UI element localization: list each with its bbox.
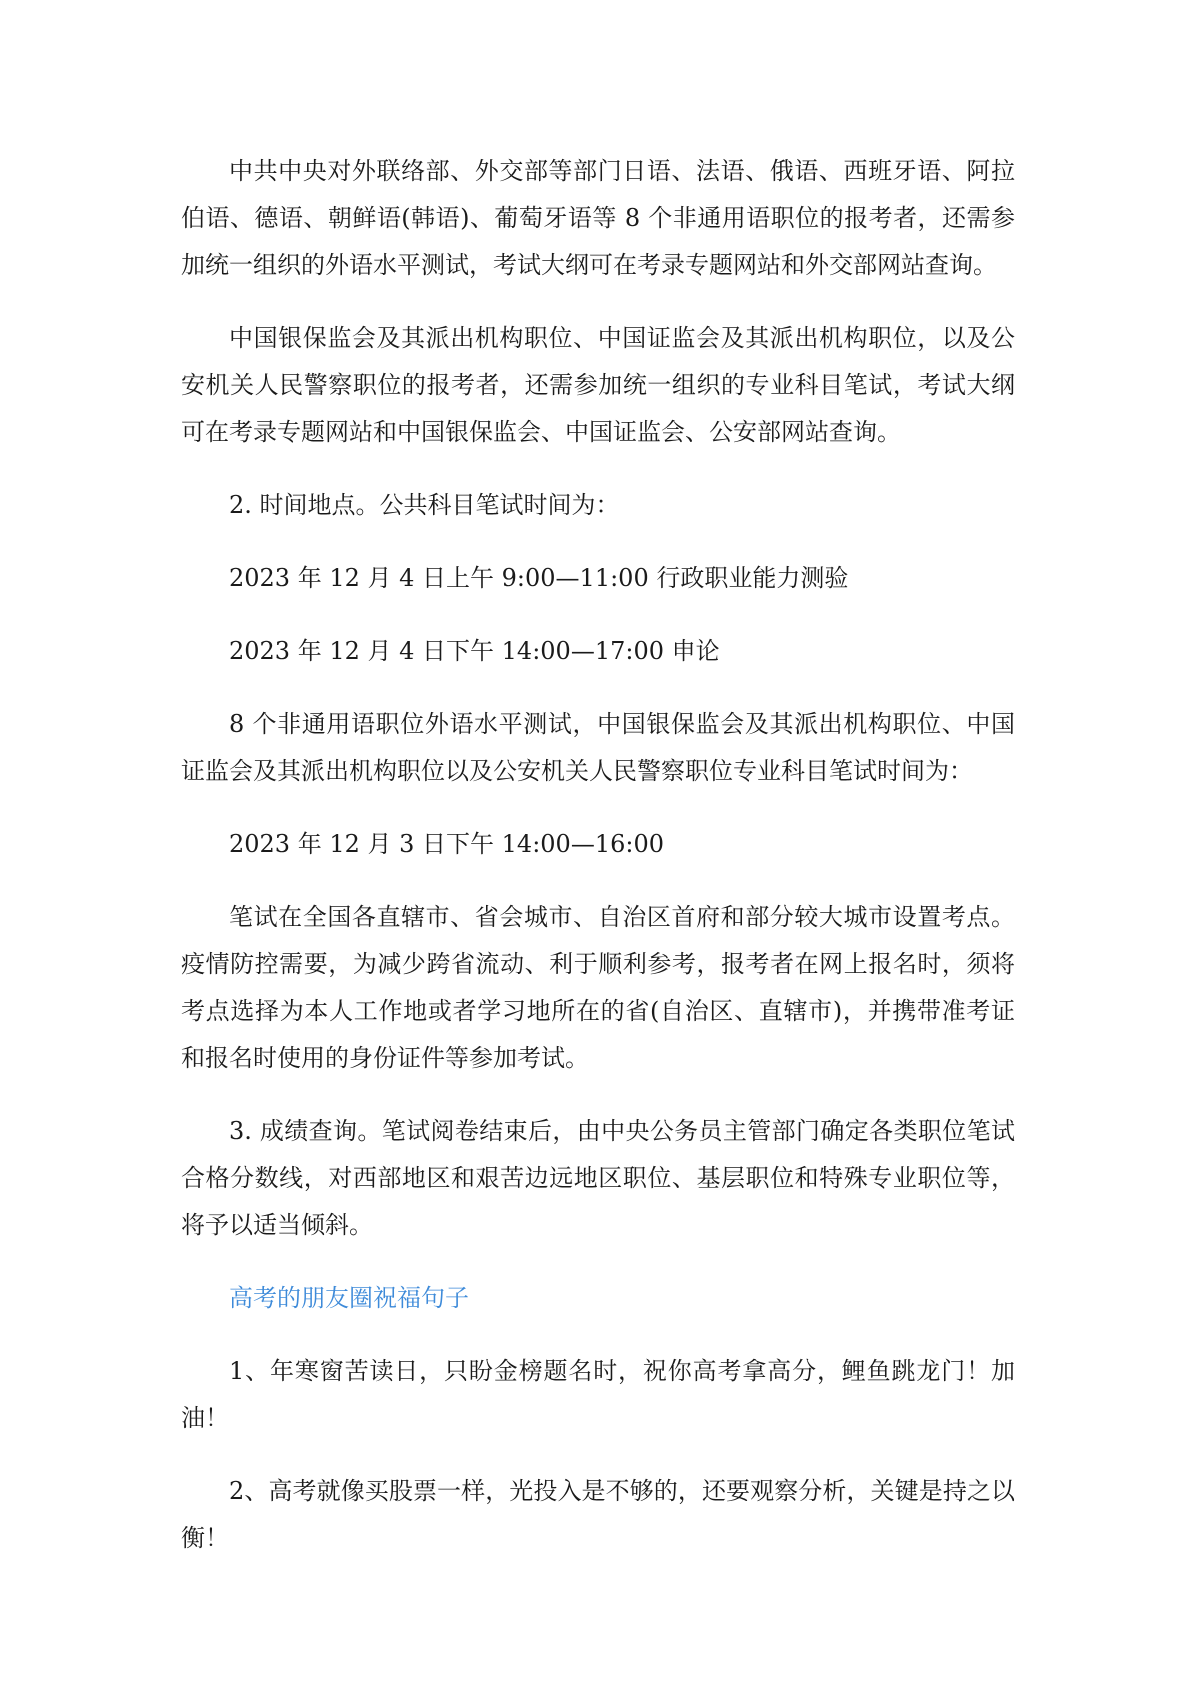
paragraph-score-query: 3. 成绩查询。笔试阅卷结束后，由中央公务员主管部门确定各类职位笔试合格分数线，对西部地区和艰苦边远地区职位、基层职位和特殊专业职位等，将予以适当倾斜。 — [181, 1117, 1015, 1239]
section-heading-link[interactable]: 高考的朋友圈祝福句子 — [229, 1284, 469, 1312]
paragraph-foreign-language-test: 中共中央对外联络部、外交部等部门日语、法语、俄语、西班牙语、阿拉伯语、德语、朝鲜语(韩语)、葡萄牙语等 8 个非通用语职位的报考者，还需参加统一组织的外语水平测试，考试大纲可在考录专题网站和外交部网站查询。 — [181, 157, 1015, 279]
paragraph-special-test-intro: 8 个非通用语职位外语水平测试，中国银保监会及其派出机构职位、中国证监会及其派出机构职位以及公安机关人民警察职位专业科目笔试时间为： — [181, 710, 1015, 785]
paragraph-schedule-morning: 2023 年 12 月 4 日上午 9:00—11:00 行政职业能力测验 — [229, 564, 849, 592]
paragraph-schedule-afternoon: 2023 年 12 月 4 日下午 14:00—17:00 申论 — [229, 637, 720, 665]
paragraph-exam-sites: 笔试在全国各直辖市、省会城市、自治区首府和部分较大城市设置考点。疫情防控需要，为减少跨省流动、利于顺利参考，报考者在网上报名时，须将考点选择为本人工作地或者学习地所在的省(自治区、直辖市)，并携带准考证和报名时使用的身份证件等参加考试。 — [181, 903, 1015, 1072]
wish-item: 2、高考就像买股票一样，光投入是不够的，还要观察分析，关键是持之以衡！ — [181, 1477, 1015, 1552]
wish-item: 1、年寒窗苦读日，只盼金榜题名时，祝你高考拿高分，鲤鱼跳龙门！加油！ — [181, 1357, 1015, 1432]
paragraph-special-test-time: 2023 年 12 月 3 日下午 14:00—16:00 — [229, 830, 664, 858]
document-body — [181, 148, 1015, 1588]
paragraph-time-location: 2. 时间地点。公共科目笔试时间为： — [229, 491, 620, 519]
paragraph-professional-subject-test: 中国银保监会及其派出机构职位、中国证监会及其派出机构职位，以及公安机关人民警察职位的报考者，还需参加统一组织的专业科目笔试，考试大纲可在考录专题网站和中国银保监会、中国证监会、公安部网站查询。 — [181, 324, 1015, 446]
